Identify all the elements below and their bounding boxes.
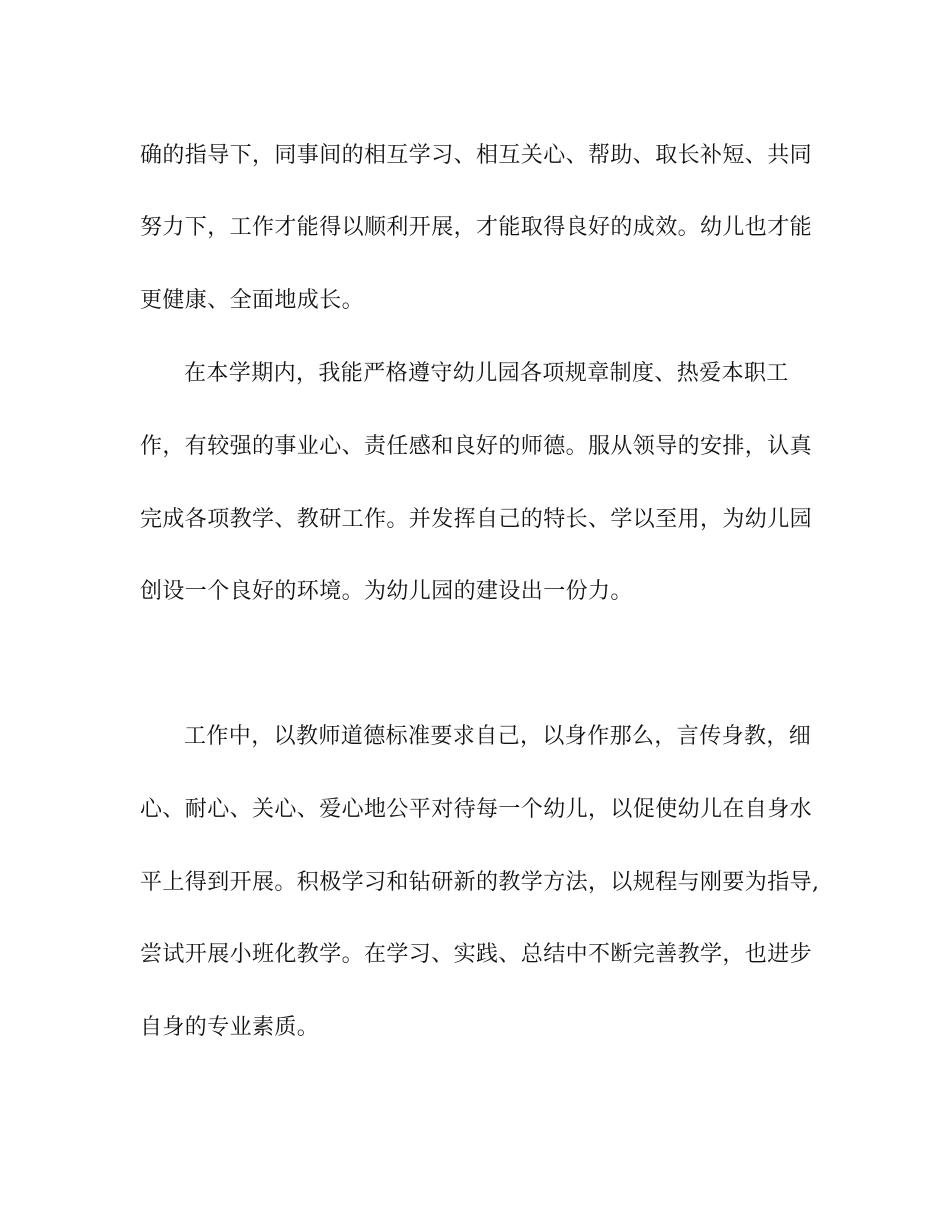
paragraph-3-line-5: 自身的专业素质。: [140, 1015, 320, 1040]
paragraph-1-line-2: 努力下，工作才能得以顺利开展，才能取得良好的成效。幼儿也才能: [140, 215, 813, 240]
paragraph-3-line-2: 心、耐心、关心、爱心地公平对待每一个幼儿，以促使幼儿在自身水: [140, 797, 813, 822]
paragraph-2-line-2: 作，有较强的事业心、责任感和良好的师德。服从领导的安排，认真: [140, 434, 813, 459]
paragraph-1-line-3: 更健康、全面地成长。: [140, 288, 365, 313]
paragraph-3-line-4: 尝试开展小班化教学。在学习、实践、总结中不断完善教学，也进步: [140, 942, 813, 967]
paragraph-2-line-3: 完成各项教学、教研工作。并发挥自己的特长、学以至用，为幼儿园: [140, 507, 813, 532]
paragraph-2-line-4: 创设一个良好的环境。为幼儿园的建设出一份力。: [140, 579, 633, 604]
paragraph-2-line-1: 在本学期内，我能严格遵守幼儿园各项规章制度、热爱本职工: [184, 361, 789, 386]
paragraph-3-line-3: 平上得到开展。积极学习和钻研新的教学方法，以规程与刚要为指导,: [140, 870, 820, 895]
paragraph-1-line-1: 确的指导下，同事间的相互学习、相互关心、帮助、取长补短、共同: [140, 143, 813, 168]
paragraph-3-line-1: 工作中，以教师道德标准要求自己，以身作那么，言传身教，细: [184, 724, 812, 749]
